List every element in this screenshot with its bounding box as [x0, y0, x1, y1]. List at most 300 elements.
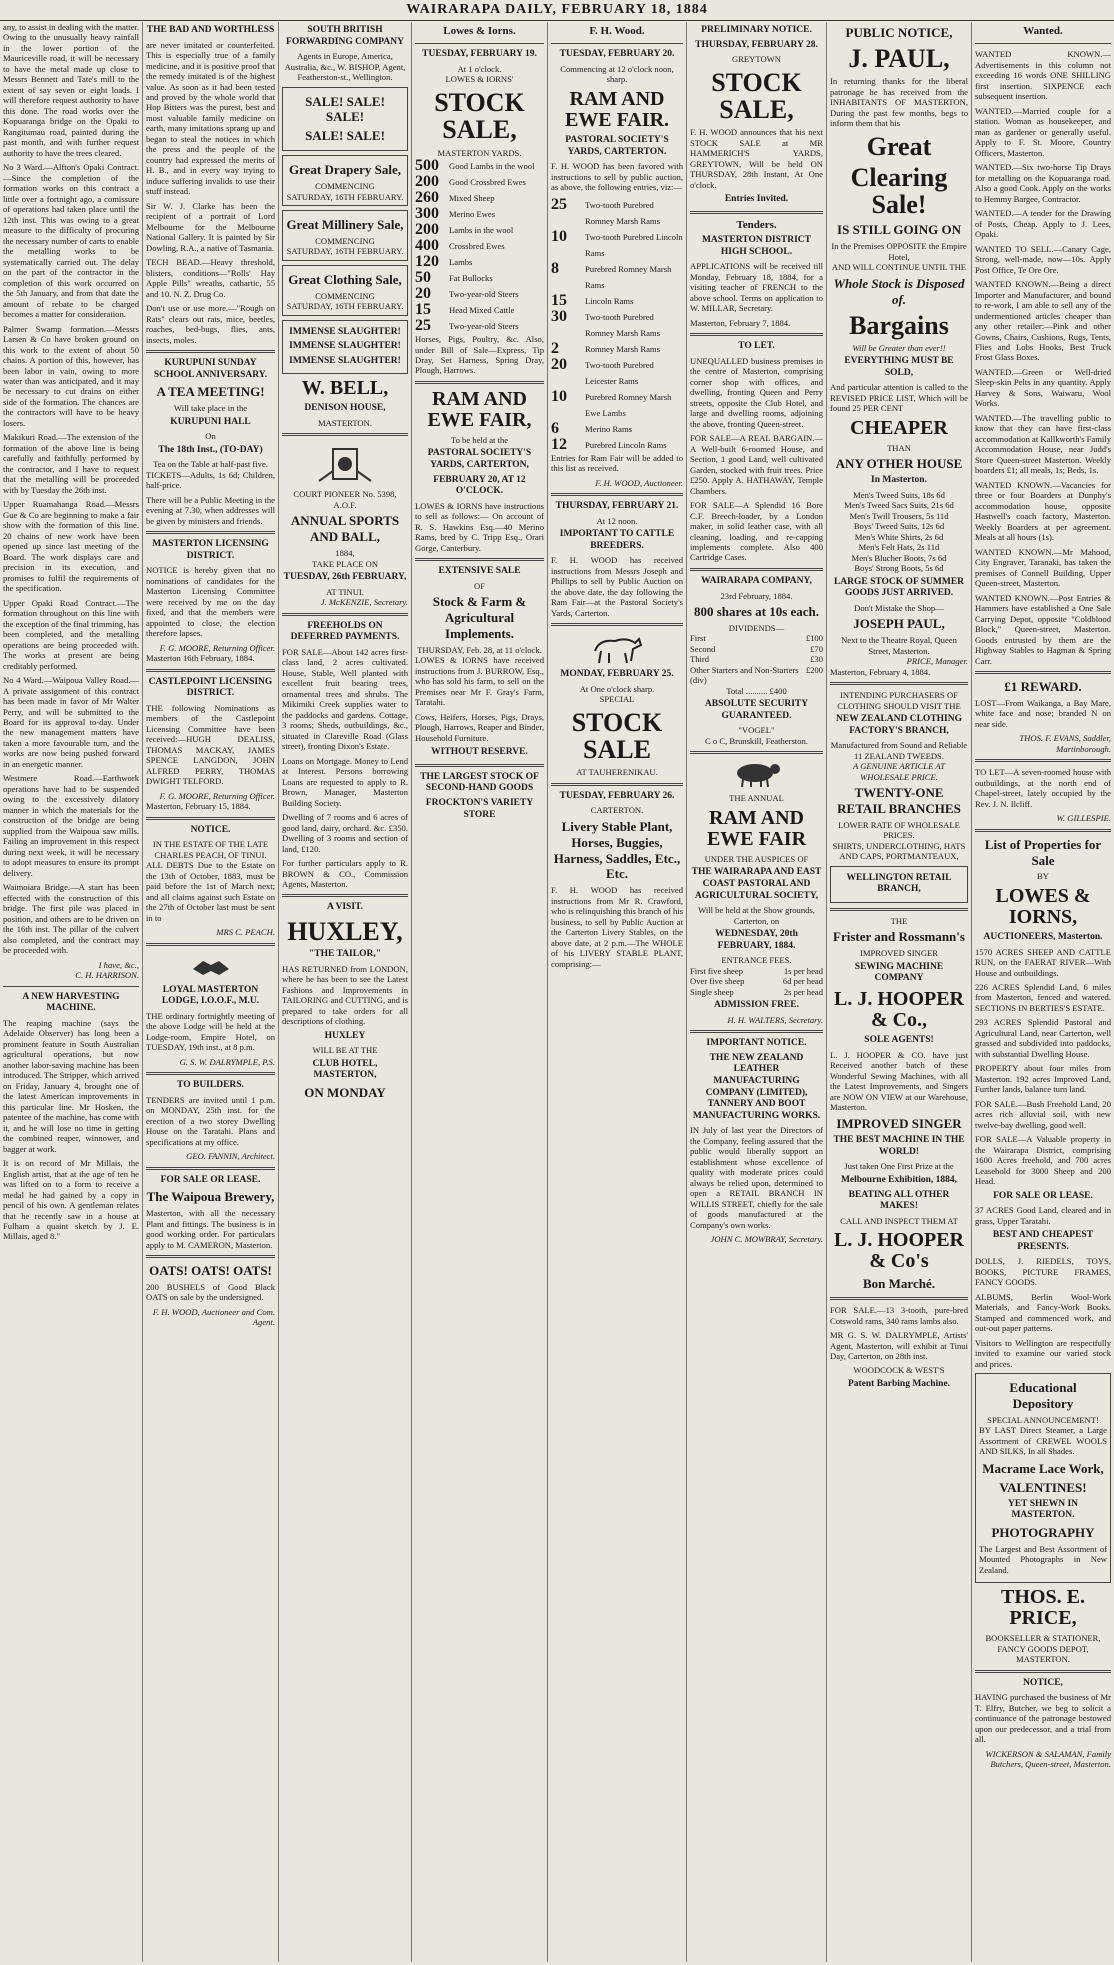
stock-lot — [551, 197, 683, 229]
lot-count: 25 — [551, 195, 567, 213]
ad-text: LOWES & IORNS have instructions to sell as follows:— On account of R. S. Hawkins Esq.—40 Merino Rams, bred by C. Tripp Esq., Orari Gorge, Canterbury. — [415, 500, 544, 553]
ad-text: 200 BUSHELS of Good Black OATS on sale by the undersigned. — [146, 1281, 275, 1303]
ad-text: ALBUMS, Berlin Wool-Work Materials, and Fancy-Work Books. Stamped and commenced work, and out-out paper patterns. — [975, 1291, 1111, 1334]
lot-count: 10 — [551, 227, 567, 245]
ad-date: THURSDAY, FEBRUARY 28. — [695, 39, 818, 50]
lot-description: Lincoln Rams — [585, 295, 634, 306]
lot-description: Two-tooth Purebred Romney Marsh Rams — [585, 311, 660, 338]
lot-count: 2 — [551, 339, 559, 357]
ad-line: IMMENSE SLAUGHTER! — [289, 355, 401, 366]
ad-line: ENTRANCE FEES. — [721, 955, 792, 966]
signoff: I have, &c., — [98, 959, 139, 970]
ad-line: MASTERTON. — [318, 417, 372, 428]
lot-description: Good Lambs in the wool — [449, 161, 535, 172]
ad-text: HAS RETURNED from LONDON, where he has been to see the Latest Fashions and Improvements in TAILORING and CUTTING, and is prepared to take orders for all descriptions of clothing. — [282, 963, 408, 1027]
ad-line: AT TAUHERENIKAU. — [576, 767, 658, 778]
lot-count: 8 — [551, 259, 559, 277]
ad-signature: F. G. MOORE, Returning Officer. — [159, 790, 275, 801]
column-3-ads — [279, 22, 412, 1962]
lot-count: 15 — [551, 291, 567, 309]
stock-lot — [415, 270, 544, 286]
ad-line: THE ANNUAL — [729, 793, 784, 804]
ad-text: F. H. WOOD has received instructions from Messrs Joseph and Phillips to sell by Public Auction on the above date, the day following the Ram Fair—at the Pastoral Society's Yards, Carterton. — [551, 555, 683, 618]
ad-line: Manufactured from Sound and Reliable 11 ZEALAND TWEEDS. — [830, 740, 968, 761]
ad-title: W. BELL, — [301, 377, 389, 400]
ad-title: Livery Stable Plant, Horses, Buggies, Harness, Saddles, Etc., Etc. — [553, 818, 681, 882]
ad-date: TUESDAY, 26th FEBRUARY, — [283, 572, 407, 583]
lot-description: Two-tooth Purebred Romney Marsh Rams — [585, 199, 660, 226]
ad-line: BY — [1037, 871, 1049, 882]
ad-date: Masterton, February 15, 1884. — [146, 801, 251, 812]
stock-lot — [415, 302, 544, 318]
lot-description: Merino Ewes — [449, 209, 496, 220]
table-row — [690, 665, 823, 686]
ad-title: Macrame Lace Work, — [982, 1460, 1104, 1476]
ad-text: HAVING purchased the business of Mr T. Elfry, Butcher, we beg to solicit a continuance of the patronage bestowed upon our predecessor, and a trial from all. — [975, 1692, 1111, 1745]
ad-line: ANY OTHER HOUSE — [835, 456, 963, 472]
stock-lot-list — [415, 158, 544, 334]
ad-heading: LOYAL MASTERTON LODGE, I.O.O.F., M.U. — [161, 984, 260, 1007]
lot-description: Lambs in the wool — [449, 225, 514, 236]
ad-line: ADMISSION FREE. — [714, 1000, 799, 1011]
ad-line: SEWING MACHINE COMPANY — [854, 961, 944, 984]
ad-line: At 1 o'clock. — [457, 63, 502, 74]
lot-description: Mixed Sheep — [449, 193, 495, 204]
lot-count: 200 — [415, 221, 439, 239]
ad-signature: H. H. WALTERS, Secretary. — [727, 1014, 823, 1025]
ad-signature: GEO. FANNIN, Architect. — [186, 1151, 275, 1162]
foresters-crest-icon — [315, 441, 375, 485]
ad-line: "VOGEL" — [738, 725, 775, 736]
ad-line: GREYTOWN — [731, 54, 781, 65]
ad-line: EVERYTHING MUST BE SOLD, — [844, 356, 954, 378]
entrance-fee-table — [690, 966, 823, 997]
ad-title: A TEA MEETING! — [156, 384, 265, 400]
ad-heading: IMPORTANT NOTICE. — [706, 1038, 807, 1049]
ad-title: STOCK SALE — [571, 707, 663, 764]
ad-date: Masterton, February 7, 1884. — [690, 317, 791, 328]
news-paragraph: Upper Opaki Road Contract.—The formation throughout on this line with the exception of the final trimming, has been completed, and the metalling operations are being proceeded with. The works at present are being creditably performed. — [3, 597, 139, 671]
ad-heading: MASTERTON DISTRICT HIGH SCHOOL. — [701, 235, 812, 257]
lot-count: 500 — [415, 157, 439, 175]
ad-text: THE following Nominations as members of the Castlepoint Licensing Committee have been received:—HUGH DEALISS, THOMAS MACKAY, JAMES SPENCE LANGDON, JOHN ALFRED PERRY, THOMAS DWIGHT TELFORD. — [146, 702, 275, 787]
news-paragraph: Don't use or use more.—"Rough on Rats" clears out rats, mice, beetles, roaches, bed-bugs, flies, ants, insects, moles. — [146, 303, 275, 345]
row-label: Over five sheep — [690, 976, 745, 987]
property-listing: PROPERTY about four miles from Masterton. 192 acres Improved Land, Further lands, balance turn land. — [975, 1063, 1111, 1095]
ad-line: CALL AND INSPECT THEM AT — [840, 1215, 958, 1226]
news-paragraph: TECH BEAD.—Heavy threshold, blisters, conditions—"Rolls' Hay Apple Pills" wreaths, cathartic, 55 and 10. N. Z. Drug Co. — [146, 257, 275, 299]
row-label: Second — [690, 643, 716, 654]
property-listing: 226 ACRES Splendid Land, 6 miles from Masterton, fenced and watered. SECTIONS IN BERTIES'S ESTATE. — [975, 981, 1111, 1013]
price-list — [830, 490, 968, 574]
ad-text: Masterton, with all the necessary Plant and fittings. The business is in good working order. For particulars apply to M. CAMERON, Masterton. — [146, 1208, 275, 1250]
ad-text: TO LET—A seven-roomed house with outbuildings, at the north end of Chapel-street, lately occupied by the Rev. J. N. Ilcliff. — [975, 767, 1111, 809]
lot-description: Purebred Lincoln Rams — [585, 439, 667, 450]
ad-signature: THOS. F. EVANS, Saddler, Martinborough. — [1019, 733, 1111, 754]
ad-heading: PRELIMINARY NOTICE. — [701, 25, 812, 35]
ad-title: STOCK SALE, — [711, 67, 802, 124]
ad-line: AUCTIONEERS, Masterton. — [983, 931, 1103, 942]
ad-line: In Masterton. — [871, 475, 927, 486]
lot-description: Merino Rams — [585, 423, 633, 434]
ad-date: TUESDAY, FEBRUARY 19. — [422, 49, 537, 60]
ad-line: MASTERTON YARDS. — [437, 147, 522, 158]
stock-lot — [551, 229, 683, 261]
lot-count: 260 — [415, 189, 439, 207]
classified-ad: WANTED KNOWN.—Advertisements in this column not exceeding 16 words ONE SHILLING first insertion. SIXPENCE each subsequent insertion. — [975, 49, 1111, 102]
news-paragraph: Makikuri Road.—The extension of the formation of the above line is being carefully and faithfully performed by the contractor, and I have to request that the metalling will be proceeded with by Tuesday the 26th inst. — [3, 432, 139, 495]
lot-description: Two-tooth Purebred Lincoln Rams — [585, 231, 683, 258]
ad-line: LOWER RATE OF WHOLESALE PRICES. — [838, 819, 960, 841]
classified-ad: WANTED.—Married couple for a station. Woman as housekeeper, and man as gardener or generally useful. Apply to F. St. Moore, Country Officers, Masterton. — [975, 105, 1111, 158]
ad-line: On — [205, 431, 216, 442]
ad-title: PHOTOGRAPHY — [991, 1524, 1095, 1540]
ad-text: TENDERS are invited until 1 p.m. on MONDAY, 25th inst. for the erection of a two storey Dwelling House on the Taratahi. Plans and specifications at my office. — [146, 1094, 275, 1147]
stock-lot — [551, 341, 683, 357]
lot-count: 12 — [551, 435, 567, 453]
ad-date: SATURDAY, 16TH FEBRUARY. — [286, 191, 404, 202]
table-row — [690, 644, 823, 654]
ad-text: The Largest and Best Assortment of Mounted Photographs in New Zealand. — [979, 1543, 1107, 1575]
ad-heading: NOTICE. — [190, 824, 231, 835]
stock-lot — [551, 437, 683, 453]
news-paragraph: Westmere Road.—Earthwork operations have had to be suspended owing to the excessively dilatory manner in which the materials for the construction of the bridge are being supplied from the Waipoua saw mills. Failing an improvement in this respect during next week, it will be necessary to adopt measures to ensure its prompt delivery. — [3, 773, 139, 878]
ad-line: Commencing at 12 o'clock noon, sharp. — [560, 63, 674, 85]
ad-heading: SOUTH BRITISH FORWARDING COMPANY — [286, 25, 404, 47]
price-item: Men's Twill Trousers, 5s 11d — [849, 510, 949, 521]
ad-text: ALL DEBTS Due to the Estate on the 13th of October, 1883, must be paid before the 1st of March next; and all claims against such Estate on the 27th of October last must be sent in to — [146, 860, 275, 923]
ad-title: Great Drapery Sale, — [288, 162, 402, 178]
ad-line: THE WAIRARAPA AND EAST COAST PASTORAL AND AGRICULTURAL SOCIETY, — [691, 867, 822, 901]
ad-title: Frister and Rossmann's — [833, 929, 965, 945]
ad-line: Entries Invited. — [724, 194, 789, 205]
ad-line: At One o'clock sharp. — [579, 683, 655, 694]
column-2-ads — [143, 22, 279, 1962]
lot-description: Romney Marsh Rams — [585, 343, 660, 354]
ad-heading: PUBLIC NOTICE, — [845, 25, 953, 40]
ad-line: LARGE STOCK OF SUMMER GOODS JUST ARRIVED. — [833, 576, 965, 599]
ram-illustration-icon — [727, 759, 787, 789]
ad-line: BEST AND CHEAPEST PRESENTS. — [992, 1230, 1094, 1252]
lot-description: Crossbred Ewes — [449, 241, 505, 252]
classified-ad: WANTED.—The travelling public to know that they can have first-class accommodation at Kallkworth's Family Accommodation House, near Judd's Store Queen-street Masterton. Weekly boarders £1; all meals, 1s; Beds, 1s. — [975, 412, 1111, 476]
property-listing: FOR SALE—A Valuable property in the Wairarapa District, comprising 1600 Acres freehold, and 700 acres Leasehold for 3000 Sheep and 200 Head. — [975, 1134, 1111, 1187]
ad-line: In the Premises OPPOSITE the Empire Hotel, — [831, 241, 967, 262]
ad-line: Next to the Theatre Royal, Queen Street, Masterton. — [841, 635, 957, 656]
lot-count: 400 — [415, 237, 439, 255]
ad-title: J. PAUL, — [848, 43, 950, 73]
ad-signature: WICKERSON & SALAMAN, Family Butchers, Queen-street, Masterton. — [985, 1748, 1111, 1770]
ad-title: Bargains — [849, 310, 949, 340]
ad-title: LOWES & IORNS, — [995, 884, 1091, 928]
stock-lot-list — [551, 197, 683, 453]
ad-date: THURSDAY, Feb. 28, at 11 o'clock. — [417, 644, 542, 655]
ad-signature: F. H. WOOD, Auctioneer and Com. Agent. — [152, 1306, 275, 1328]
lot-description: Two-year-old Steers — [449, 289, 519, 300]
ad-line: At 12 noon. — [596, 515, 638, 526]
stock-lot — [551, 309, 683, 341]
classified-ad: WANTED.—Green or Well-dried Sleep-skin Pelts in any quantity. Apply Harvey & Sons, Waiwaru, Wool Works. — [975, 366, 1111, 409]
ad-heading: EXTENSIVE SALE — [438, 566, 521, 577]
row-label: Single sheep — [690, 986, 734, 997]
ad-line: KURUPUNI HALL — [170, 416, 251, 427]
ad-line: Will be held at the Show grounds, Carterton, on — [698, 905, 815, 926]
ad-line: CARTERTON. — [590, 805, 644, 816]
stock-lot — [415, 318, 544, 334]
row-label: Third — [690, 654, 710, 665]
ad-title: WELLINGTON RETAIL BRANCH, — [846, 872, 952, 895]
price-item: Men's Felt Hats, 2s 11d — [858, 542, 940, 553]
column-7-ads — [827, 22, 972, 1962]
ad-line: INTENDING PURCHASERS OF CLOTHING SHOULD VISIT THE — [837, 690, 961, 711]
ad-line: COURT PIONEER No. 5398, A.O.F. — [293, 489, 397, 510]
news-paragraph: No 4 Ward.—Waipoua Valley Road.—A private assignment of this contract has been made in favor of Mr Walter Perry, and will be submitted to the Board for its approval to-day. Under the new management matters have taken a more favourable turn, and the works are now being pushed forward in an energetic manner. — [3, 675, 139, 769]
ad-text: L. J. HOOPER & CO. have just Received another batch of these Wonderful Sewing Machines, with all the Latest Improvements, and Singers are NOW ON VIEW at our Warehouse, Masterton. — [830, 1049, 968, 1112]
stock-lot — [415, 238, 544, 254]
ad-title: RAM AND EWE FAIR. — [564, 87, 670, 131]
table-row — [690, 654, 823, 664]
stock-lot — [551, 421, 683, 437]
ad-text: DOLLS, J. RIEDELS, TOYS, BOOKS, PICTURE FRAMES, FANCY GOODS. — [975, 1256, 1111, 1288]
row-value: 6d per head — [782, 976, 823, 987]
ad-signature: F. G. MOORE, Returning Officer. — [159, 642, 275, 653]
ad-signature: JOHN C. MOWBRAY, Secretary. — [710, 1234, 823, 1245]
ad-line: IMPROVED SINGER — [859, 948, 939, 959]
ad-title: Clearing Sale! — [850, 162, 948, 220]
ad-heading: FREEHOLDS ON DEFERRED PAYMENTS. — [290, 620, 400, 643]
ad-heading: NOTICE, — [1023, 1677, 1063, 1688]
ad-text: THE ordinary fortnightly meeting of the above Lodge will be held at the Lodge-room, Empire Hotel, on TUESDAY, 19th inst., at 8 p.m. — [146, 1010, 275, 1053]
ad-line: IMMENSE SLAUGHTER! — [289, 326, 401, 337]
ad-title: Educational Depository — [1009, 1380, 1077, 1412]
ad-heading: TO LET. — [738, 341, 775, 352]
stock-lot — [415, 174, 544, 190]
classified-ad: WANTED KNOWN.—Vacancies for three or four Boarders at Dunphy's accommodation house, opposite Hastwell's coach factory, Masterton. Weekly Boarders at per agreement. Meals at all hours (1s). — [975, 479, 1111, 543]
stock-lot — [415, 190, 544, 206]
ad-text: LOWES & IORNS have received instructions from J. BURROW, Esq., who has sold his farm, to sell on the Premises near Mr F. Gray's Farm, Taratahi. — [415, 655, 544, 708]
news-paragraph: Upper Ruamahanga Road.—Messrs Gue & Co are beginning to make a fair show with the formation of this line. 20 chains of new work have been opened up since last meeting of the Board. The work displays care and precision in its execution, and promises to fulfil the requirements of the specification. — [3, 499, 139, 594]
ad-subheading: IN THE ESTATE OF THE LATE CHARLES PEACH, OF TINUI. — [152, 839, 269, 860]
property-listing: FOR SALE.—Bush Freehold Land, 20 acres rich alluvial soil, with new twelve-bay dwelling, good well. — [975, 1098, 1111, 1130]
ad-text: APPLICATIONS will be received till Monday, February 18, 1884, for a visiting teacher of FRENCH to the above school. Terms on application to W. MILLAR, Secretary. — [690, 261, 823, 314]
ad-title: TWENTY-ONE RETAIL BRANCHES — [837, 785, 961, 817]
ad-heading: FOR SALE OR LEASE. — [160, 1174, 261, 1185]
ad-title: List of Properties for Sale — [984, 836, 1102, 868]
ad-text: In returning thanks for the liberal patronage he has received from the INHABITANTS OF MASTERTON, During the past few months, begs to inform them that his — [830, 76, 968, 129]
ad-text: Loans on Mortgage. Money to Lend at Interest. Persons borrowing Loans are requested to apply to R. Brown, Manager, Masterton Building Society. — [282, 755, 408, 808]
ad-line: OF — [474, 580, 485, 591]
ad-line: Don't Mistake the Shop— — [854, 602, 944, 613]
ad-heading: TO BUILDERS. — [177, 1080, 244, 1091]
ad-line: IS STILL GOING ON — [837, 222, 961, 238]
stock-lot — [415, 158, 544, 174]
dividend-table — [690, 633, 823, 685]
ad-text: Cows, Heifers, Horses, Pigs, Drays, Plough, Harrows, Reaper and Binder, Household Furniture. — [415, 711, 544, 743]
price-item: Boys' Tweed Suits, 12s 6d — [853, 521, 945, 532]
ad-text: LOST—From Waikanga, a Bay Mare, white face and nose; branded N on near side. — [975, 697, 1111, 729]
ad-title: HUXLEY, — [287, 917, 403, 947]
ad-line: Will be Greater than ever!! — [852, 342, 946, 353]
ad-line: PASTORAL SOCIETY'S YARDS, CARTERTON, — [427, 448, 532, 471]
column-4-lowes-iorns — [412, 22, 548, 1962]
row-label: Other Starters and Non-Starters (div) — [690, 664, 799, 686]
column-1-news — [0, 22, 143, 1962]
stock-lot — [551, 293, 683, 309]
news-paragraph: The reaping machine (says the Adelaide Observer) has long been a prominent feature in South Australian agricultural operations, but now another labor-saving machine has been introduced. The Stripper, which arrived on Friday, January 4, brought one of the latest American improvements in this particular line. Mr Hosken, the patentee of the machine, has come with it, and he will lose no time in getting the combined reaper, winnower, and bagger at work. — [3, 1017, 139, 1154]
ad-subheading: THE NEW ZEALAND LEATHER MANUFACTURING COMPANY (LIMITED), TANNERY AND BOOT MANUFACTURING WORKS. — [692, 1052, 821, 1121]
price-item: Men's Blucher Boots, 7s 6d — [851, 552, 947, 563]
handshake-emblem-icon — [191, 951, 231, 981]
ad-date: Masterton, February 4, 1884. — [830, 666, 931, 677]
property-listing: 293 ACRES Splendid Pastoral and Agricultural Land, near Carterton, well grassed and subdivided into paddocks, with substantial Dwelling House. — [975, 1017, 1111, 1059]
ad-line: Tea on the Table at half-past five. — [153, 459, 268, 470]
ad-title: SALE! SALE! SALE! — [305, 93, 385, 125]
news-paragraph: Sir W. J. Clarke has been the recipient of a portrait of Lord Melbourne for the Melbourne National Gallery. It is painted by Sir Dowling, R.A., a native of Tasmania. — [146, 200, 275, 253]
lot-description: Purebred Romney Marsh Rams — [585, 263, 672, 290]
lot-description: Purebred Romney Marsh Ewe Lambs — [585, 391, 672, 418]
ad-line: THAN — [887, 442, 911, 453]
ad-line: COMMENCING — [315, 235, 375, 246]
table-row — [690, 976, 823, 986]
stock-lot — [551, 389, 683, 421]
ad-text: Horses, Pigs, Poultry, &c. Also, under Bill of Sale—Express, Tip Dray, Set Harness, Spring Dray, Plough, Harrows. — [415, 334, 544, 376]
ad-title: CHEAPER — [850, 416, 948, 439]
ad-line: HUXLEY — [324, 1030, 366, 1041]
price-item: Men's Tweed Suits, 18s 6d — [853, 489, 945, 500]
lot-count: 25 — [415, 317, 431, 335]
ad-line: UNDER THE AUSPICES OF — [704, 853, 809, 864]
ad-line: PASTORAL SOCIETY'S YARDS, CARTERTON. — [565, 134, 669, 157]
property-listing: 37 ACRES Good Land, cleared and in grass, Upper Taratahi. — [975, 1205, 1111, 1226]
masthead: WAIRARAPA DAILY, FEBRUARY 18, 1884 — [0, 0, 1114, 21]
lot-description: Good Crossbred Ewes — [449, 177, 526, 188]
lot-description: Head Mixed Cattle — [449, 305, 515, 316]
ad-text: Agents in Europe, America, Australia, &c., W. BISHOP, Agent, Featherston-st., Wellington. — [284, 51, 406, 83]
ad-text: FOR SALE—A REAL BARGAIN.—A Well-built 6-roomed House, and Section, 1 good Land, well cultivated Garden, stocked with fruit trees. Price £250. Apply A. HATHAWAY, Temple Chambers. — [690, 433, 823, 496]
ad-line: AND WILL CONTINUE UNTIL THE — [831, 262, 967, 273]
ad-line: YET SHEWN IN MASTERTON. — [1007, 1498, 1079, 1521]
ad-date: TUESDAY, FEBRUARY 26. — [559, 790, 675, 801]
news-paragraph: It is on record of Mr Millais, the English artist, that at the age of ten he was lifted on to a form to receive a medal he had gained by a copy in pencil of his own. A gentleman relates that he recently saw in a house at Fulham a quaint sketch by J. E. Millais, aged 8." — [3, 1158, 139, 1242]
article-heading: THE BAD AND WORTHLESS — [146, 25, 275, 35]
ad-line: BEATING ALL OTHER MAKES! — [848, 1189, 950, 1212]
stock-lot — [551, 261, 683, 293]
ad-title: £1 REWARD. — [1004, 679, 1082, 695]
ad-title: 800 shares at 10s each. — [693, 604, 820, 620]
ad-text: UNEQUALLED business premises in the centre of Masterton, comprising corner shop with offices, and dwelling, fronting Queen and Perry streets, opposite the Club Hotel, and large and dwelling rooms, adjoining the above, fronting Queen-street. — [690, 355, 823, 429]
row-value: 1s per head — [783, 965, 823, 976]
ad-signature: J. McKENZIE, Secretary. — [320, 597, 408, 608]
table-row — [690, 966, 823, 976]
ad-date: SATURDAY, 16TH FEBRUARY. — [286, 246, 404, 257]
ad-line: SHIRTS, UNDERCLOTHING, HATS AND CAPS, PORTMANTEAUX, — [832, 840, 966, 862]
ad-text: FOR SALE—A Splendid 16 Bore C.F. Breech-loader, by a London maker, in solid leather case, with all cleaning, loading, and re-capping implements complete. Also 400 Cartridge Cases. — [690, 500, 823, 563]
lot-count: 120 — [415, 253, 439, 271]
ad-title: Great Clothing Sale, — [288, 271, 402, 287]
ad-text: MR G. S. W. DALRYMPLE, Artists' Agent, Masterton, will exhibit at Tinui Day, Carterton, on 28th inst. — [830, 1330, 968, 1361]
ad-title: THOS. E. PRICE, — [1001, 1586, 1085, 1630]
classified-ad: WANTED KNOWN.—Being a direct Importer and Manufacturer, and bound to re-work, I am able to sell any of the undermentioned articles cheaper than any other retailer:—Pink and other Gowns, Chairs, Cushions, Rugs, Tents, Flies and Lobs Hooks, Best Truck Frost Glass Boxes. — [975, 279, 1111, 363]
table-row — [690, 633, 823, 643]
lot-description: Lambs — [449, 257, 473, 268]
ad-line: CLUB HOTEL, MASTERTON, — [312, 1058, 378, 1081]
row-value: £30 — [810, 654, 823, 665]
ad-title: OATS! OATS! OATS! — [149, 1263, 272, 1279]
ad-text: BY LAST Direct Steamer, a Large Assortment of CREWEL WOOLS AND SILKS, In all Shades. — [979, 1425, 1107, 1457]
ad-line: COMMENCING — [315, 181, 375, 192]
price-item: Boys' Strong Boots, 5s 6d — [854, 563, 944, 574]
table-row — [690, 987, 823, 997]
ad-line: C o C, Brunskill, Featherston. — [705, 735, 808, 746]
ad-line: LOWES & IORNS' — [445, 74, 514, 85]
ad-title: SALE! SALE! — [305, 128, 385, 144]
row-value: 2s per head — [783, 986, 823, 997]
lot-count: 6 — [551, 419, 559, 437]
ad-title: Bon Marché. — [863, 1276, 935, 1292]
ad-date: The 18th Inst., (TO-DAY) — [158, 444, 263, 455]
news-paragraph: No 3 Ward.—Alfton's Opaki Contract.—Since the completion of the formation works on this contract a little over a fortnight ago, a comissure of operations had taken place until the 12th inst. This was owing to a great measure to the difficulty of procuring the necessary number of carts to enable the metalling works to be systematically carried out. The delay on the part of the contractor in the completion of this work occurred on the 5th January, and from that date the amount of rebate to be charged becomes a matter for consideration. — [3, 162, 139, 320]
ad-line: WITHOUT RESERVE. — [431, 747, 528, 758]
news-paragraph: Waimoiara Bridge.—A start has been effected with the construction of this bridge. The first pile was placed in position, and others are to be driven on the 16th inst. The pillar of the culvert also completed, and the contract may be proceeded with. — [3, 882, 139, 956]
ad-heading: MASTERTON LICENSING DISTRICT. — [152, 539, 269, 561]
row-label: First — [690, 633, 706, 644]
classified-ad: WANTED KNOWN.—Post Entries & Hammers have established a One Sale Carrying Depot, opposite "Coldblood Block," Queen-street, Masterton. Goods entrusted by them are the Highway Stables to Hagman & Spring Carr. — [975, 592, 1111, 666]
ad-line: SPECIAL ANNOUNCEMENT! — [987, 1414, 1099, 1425]
ad-heading: CASTLEPOINT LICENSING DISTRICT. — [148, 676, 273, 699]
ad-signature: F. H. WOOD, Auctioneer. — [595, 477, 683, 488]
column-8-ads — [972, 22, 1114, 1962]
ad-title: RAM AND EWE FAIR, — [427, 387, 532, 431]
row-value: £70 — [810, 643, 823, 654]
ad-line: WOODCOCK & WEST'S — [853, 1365, 945, 1376]
lot-count: 200 — [415, 173, 439, 191]
price-item: Men's White Shirts, 2s 6d — [854, 531, 944, 542]
row-label: First five sheep — [690, 965, 743, 976]
ad-text: IN July of last year the Directors of the Company, feeling assured that the public would liberally support an establishment whose excellence of quality with moderate prices could always be relied upon, determined to open a RETAIL BRANCH IN WILLIS STREET, chiefly for the sale of goods manufactured at the Company's own works. — [690, 1125, 823, 1230]
ad-title: L. J. HOOPER & Co., — [833, 987, 964, 1031]
ad-title: Great — [866, 131, 932, 161]
ad-line: FROCKTON'S VARIETY STORE — [425, 797, 534, 820]
section-heading: Tenders. — [736, 218, 777, 231]
ad-title: L. J. HOOPER & Co's — [833, 1229, 964, 1273]
lot-count: 50 — [415, 269, 431, 287]
lot-description: Fat Bullocks — [449, 273, 493, 284]
section-heading: Wanted. — [1023, 25, 1063, 37]
classified-ad: WANTED TO SELL.—Canary Cage, Strong, well-made, now—10s. Apply Post Office, Te Ore Ore. — [975, 243, 1111, 275]
lot-count: 15 — [415, 301, 431, 319]
ad-heading: KURUPUNI SUNDAY SCHOOL ANNIVERSARY. — [153, 358, 268, 380]
stock-lot — [415, 254, 544, 270]
price-item: Men's Tweed Sacs Suits, 21s 6d — [844, 500, 954, 511]
ad-date: ON MONDAY — [304, 1085, 386, 1101]
lot-count: 20 — [551, 355, 567, 373]
ad-line: SPECIAL — [599, 694, 635, 705]
ad-date: MONDAY, FEBRUARY 25. — [560, 669, 674, 680]
ad-title: Stock & Farm & Agricultural Implements. — [432, 594, 527, 641]
ad-heading: WAIRARAPA COMPANY, — [701, 575, 812, 586]
ad-title: Patent Barbing Machine. — [847, 1378, 951, 1389]
lot-count: 20 — [415, 285, 431, 303]
row-value: £100 — [805, 633, 823, 644]
ad-text: F. H. WOOD has been favored with instructions to sell by public auction, as above, the following entries, viz:— — [551, 161, 683, 193]
stock-lot — [415, 286, 544, 302]
ad-text: FOR SALE.—13 3-tooth, pure-bred Cotswold rams, 340 rams lambs also. — [830, 1305, 968, 1326]
column-6-ads — [687, 22, 827, 1962]
ad-line: WILL BE AT THE — [312, 1045, 378, 1056]
ad-title: The Waipoua Brewery, — [146, 1189, 275, 1205]
ad-line: FOR SALE OR LEASE. — [993, 1190, 1093, 1201]
article-heading: A NEW HARVESTING MACHINE. — [22, 991, 120, 1014]
